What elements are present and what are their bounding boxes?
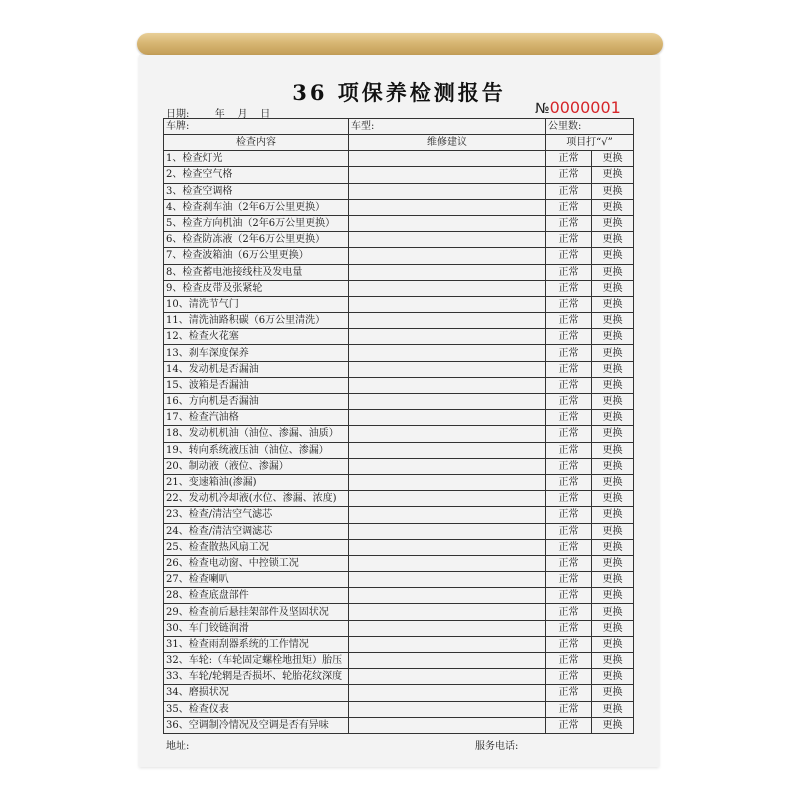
model-field[interactable]: 车型: bbox=[349, 119, 546, 135]
inspection-item-label: 14、发动机是否漏油 bbox=[164, 361, 349, 377]
inspection-item-label: 31、检查雨刮器系统的工作情况 bbox=[164, 636, 349, 652]
inspection-row bbox=[164, 232, 634, 248]
inspection-row bbox=[164, 345, 634, 361]
repair-suggestion-cell[interactable] bbox=[349, 361, 546, 377]
repair-suggestion-cell[interactable] bbox=[349, 377, 546, 393]
repair-suggestion-cell[interactable] bbox=[349, 183, 546, 199]
inspection-row bbox=[164, 620, 634, 636]
inspection-row bbox=[164, 264, 634, 280]
inspection-item-label: 30、车门铰链润滑 bbox=[164, 620, 349, 636]
inspection-row bbox=[164, 555, 634, 571]
status-normal-option[interactable]: 正常 bbox=[546, 507, 592, 523]
inspection-item-label: 33、车轮/轮辋是否损坏、轮胎花纹深度 bbox=[164, 669, 349, 685]
inspection-item-label: 32、车轮:（车轮固定螺栓地扭矩）胎压 bbox=[164, 653, 349, 669]
repair-suggestion-cell[interactable] bbox=[349, 215, 546, 231]
status-replace-option[interactable]: 更换 bbox=[592, 539, 634, 555]
serial-number bbox=[535, 97, 621, 120]
inspection-row bbox=[164, 701, 634, 717]
status-replace-option[interactable]: 更换 bbox=[592, 183, 634, 199]
status-replace-option[interactable]: 更换 bbox=[592, 151, 634, 167]
repair-suggestion-cell[interactable] bbox=[349, 410, 546, 426]
status-normal-option[interactable]: 正常 bbox=[546, 215, 592, 231]
status-normal-option[interactable]: 正常 bbox=[546, 232, 592, 248]
status-normal-option[interactable]: 正常 bbox=[546, 442, 592, 458]
status-normal-option[interactable]: 正常 bbox=[546, 264, 592, 280]
inspection-item-label: 2、检查空气格 bbox=[164, 167, 349, 183]
inspection-row bbox=[164, 183, 634, 199]
inspection-row bbox=[164, 604, 634, 620]
status-normal-option[interactable]: 正常 bbox=[546, 555, 592, 571]
repair-suggestion-cell[interactable] bbox=[349, 685, 546, 701]
status-replace-option[interactable]: 更换 bbox=[592, 280, 634, 296]
status-replace-option[interactable]: 更换 bbox=[592, 636, 634, 652]
inspection-row bbox=[164, 361, 634, 377]
status-replace-option[interactable]: 更换 bbox=[592, 620, 634, 636]
status-replace-option[interactable]: 更换 bbox=[592, 313, 634, 329]
repair-suggestion-cell[interactable] bbox=[349, 199, 546, 215]
status-normal-option[interactable]: 正常 bbox=[546, 653, 592, 669]
inspection-item-label: 10、清洗节气门 bbox=[164, 296, 349, 312]
inspection-item-label: 7、检查波箱油（6万公里更换） bbox=[164, 248, 349, 264]
inspection-row bbox=[164, 653, 634, 669]
status-normal-option[interactable]: 正常 bbox=[546, 572, 592, 588]
inspection-item-label: 36、空调制冷情况及空调是否有异味 bbox=[164, 717, 349, 733]
status-normal-option[interactable]: 正常 bbox=[546, 183, 592, 199]
inspection-row bbox=[164, 426, 634, 442]
inspection-row bbox=[164, 248, 634, 264]
status-replace-option[interactable]: 更换 bbox=[592, 394, 634, 410]
repair-suggestion-cell[interactable] bbox=[349, 264, 546, 280]
status-replace-option[interactable]: 更换 bbox=[592, 199, 634, 215]
inspection-row bbox=[164, 523, 634, 539]
status-normal-option[interactable]: 正常 bbox=[546, 199, 592, 215]
status-normal-option[interactable]: 正常 bbox=[546, 474, 592, 490]
vehicle-info-row bbox=[164, 119, 634, 135]
inspection-item-label: 16、方向机是否漏油 bbox=[164, 394, 349, 410]
status-replace-option[interactable]: 更换 bbox=[592, 167, 634, 183]
inspection-item-label: 34、磨损状况 bbox=[164, 685, 349, 701]
inspection-item-label: 27、检查喇叭 bbox=[164, 572, 349, 588]
status-normal-option[interactable]: 正常 bbox=[546, 701, 592, 717]
inspection-item-label: 17、检查汽油格 bbox=[164, 410, 349, 426]
inspection-row bbox=[164, 717, 634, 733]
inspection-item-label: 8、检查蓄电池接线柱及发电量 bbox=[164, 264, 349, 280]
inspection-row bbox=[164, 167, 634, 183]
status-normal-option[interactable]: 正常 bbox=[546, 248, 592, 264]
repair-suggestion-cell[interactable] bbox=[349, 167, 546, 183]
status-normal-option[interactable]: 正常 bbox=[546, 636, 592, 652]
status-replace-option[interactable]: 更换 bbox=[592, 717, 634, 733]
status-normal-option[interactable]: 正常 bbox=[546, 410, 592, 426]
repair-suggestion-cell[interactable] bbox=[349, 394, 546, 410]
inspection-row bbox=[164, 507, 634, 523]
inspection-table bbox=[163, 118, 634, 734]
inspection-row bbox=[164, 588, 634, 604]
service-phone-label: 服务电话: bbox=[475, 741, 519, 752]
status-replace-option[interactable]: 更换 bbox=[592, 426, 634, 442]
inspection-item-label: 28、检查底盘部件 bbox=[164, 588, 349, 604]
inspection-row bbox=[164, 215, 634, 231]
status-replace-option[interactable]: 更换 bbox=[592, 361, 634, 377]
inspection-row bbox=[164, 377, 634, 393]
repair-suggestion-cell[interactable] bbox=[349, 151, 546, 167]
repair-suggestion-cell[interactable] bbox=[349, 426, 546, 442]
repair-suggestion-cell[interactable] bbox=[349, 701, 546, 717]
status-normal-option[interactable]: 正常 bbox=[546, 167, 592, 183]
status-normal-option[interactable]: 正常 bbox=[546, 280, 592, 296]
status-replace-option[interactable]: 更换 bbox=[592, 491, 634, 507]
inspection-item-label: 9、检查皮带及张紧轮 bbox=[164, 280, 349, 296]
status-replace-option[interactable]: 更换 bbox=[592, 296, 634, 312]
repair-suggestion-cell[interactable] bbox=[349, 539, 546, 555]
status-replace-option[interactable]: 更换 bbox=[592, 264, 634, 280]
repair-suggestion-cell[interactable] bbox=[349, 491, 546, 507]
serial-number-value: 0000001 bbox=[549, 98, 621, 117]
inspection-item-label: 23、检查/清洁空气滤芯 bbox=[164, 507, 349, 523]
status-normal-option[interactable]: 正常 bbox=[546, 539, 592, 555]
repair-suggestion-cell[interactable] bbox=[349, 232, 546, 248]
status-normal-option[interactable]: 正常 bbox=[546, 458, 592, 474]
repair-suggestion-cell[interactable] bbox=[349, 248, 546, 264]
inspection-row bbox=[164, 539, 634, 555]
column-header-suggestion: 维修建议 bbox=[349, 135, 546, 151]
inspection-item-label: 18、发动机机油（油位、渗漏、油质） bbox=[164, 426, 349, 442]
inspection-item-label: 13、刹车深度保养 bbox=[164, 345, 349, 361]
inspection-item-label: 25、检查散热风扇工况 bbox=[164, 539, 349, 555]
inspection-row bbox=[164, 313, 634, 329]
repair-suggestion-cell[interactable] bbox=[349, 313, 546, 329]
status-replace-option[interactable]: 更换 bbox=[592, 685, 634, 701]
repair-suggestion-cell[interactable] bbox=[349, 280, 546, 296]
inspection-row bbox=[164, 280, 634, 296]
serial-number-label: № bbox=[535, 101, 550, 117]
inspection-item-label: 35、检查仪表 bbox=[164, 701, 349, 717]
form-title: 36 项保养检测报告 bbox=[292, 80, 506, 105]
inspection-row bbox=[164, 669, 634, 685]
repair-suggestion-cell[interactable] bbox=[349, 523, 546, 539]
status-normal-option[interactable]: 正常 bbox=[546, 604, 592, 620]
repair-suggestion-cell[interactable] bbox=[349, 572, 546, 588]
status-normal-option[interactable]: 正常 bbox=[546, 588, 592, 604]
status-normal-option[interactable]: 正常 bbox=[546, 313, 592, 329]
pad-binding-strip bbox=[137, 33, 663, 55]
inspection-item-label: 6、检查防冻液（2年6万公里更换） bbox=[164, 232, 349, 248]
status-normal-option[interactable]: 正常 bbox=[546, 491, 592, 507]
inspection-row bbox=[164, 636, 634, 652]
status-replace-option[interactable]: 更换 bbox=[592, 653, 634, 669]
repair-suggestion-cell[interactable] bbox=[349, 442, 546, 458]
date-label: 日期: 年 月 日 bbox=[166, 109, 271, 120]
inspection-item-label: 19、转向系统液压油（油位、渗漏） bbox=[164, 442, 349, 458]
inspection-row bbox=[164, 491, 634, 507]
status-normal-option[interactable]: 正常 bbox=[546, 394, 592, 410]
inspection-row bbox=[164, 329, 634, 345]
status-replace-option[interactable]: 更换 bbox=[592, 377, 634, 393]
inspection-item-label: 3、检查空调格 bbox=[164, 183, 349, 199]
inspection-row bbox=[164, 199, 634, 215]
status-normal-option[interactable]: 正常 bbox=[546, 669, 592, 685]
status-replace-option[interactable]: 更换 bbox=[592, 572, 634, 588]
status-replace-option[interactable]: 更换 bbox=[592, 248, 634, 264]
column-header-content: 检查内容 bbox=[164, 135, 349, 151]
repair-suggestion-cell[interactable] bbox=[349, 620, 546, 636]
status-replace-option[interactable]: 更换 bbox=[592, 458, 634, 474]
inspection-row bbox=[164, 394, 634, 410]
inspection-item-label: 11、清洗油路积碳（6万公里清洗） bbox=[164, 313, 349, 329]
inspection-item-label: 21、变速箱油(渗漏) bbox=[164, 474, 349, 490]
status-replace-option[interactable]: 更换 bbox=[592, 410, 634, 426]
status-replace-option[interactable]: 更换 bbox=[592, 604, 634, 620]
status-normal-option[interactable]: 正常 bbox=[546, 345, 592, 361]
inspection-row bbox=[164, 296, 634, 312]
repair-suggestion-cell[interactable] bbox=[349, 345, 546, 361]
repair-suggestion-cell[interactable] bbox=[349, 329, 546, 345]
inspection-item-label: 20、制动液（液位、渗漏） bbox=[164, 458, 349, 474]
status-normal-option[interactable]: 正常 bbox=[546, 361, 592, 377]
column-header-mark: 项目打“√” bbox=[546, 135, 634, 151]
inspection-item-label: 26、检查电动窗、中控锁工况 bbox=[164, 555, 349, 571]
mileage-field[interactable]: 公里数: bbox=[546, 119, 634, 135]
status-replace-option[interactable]: 更换 bbox=[592, 588, 634, 604]
status-replace-option[interactable]: 更换 bbox=[592, 232, 634, 248]
inspection-row bbox=[164, 572, 634, 588]
status-replace-option[interactable]: 更换 bbox=[592, 442, 634, 458]
status-normal-option[interactable]: 正常 bbox=[546, 717, 592, 733]
repair-suggestion-cell[interactable] bbox=[349, 588, 546, 604]
repair-suggestion-cell[interactable] bbox=[349, 474, 546, 490]
repair-suggestion-cell[interactable] bbox=[349, 717, 546, 733]
status-normal-option[interactable]: 正常 bbox=[546, 685, 592, 701]
repair-suggestion-cell[interactable] bbox=[349, 604, 546, 620]
status-replace-option[interactable]: 更换 bbox=[592, 329, 634, 345]
status-normal-option[interactable]: 正常 bbox=[546, 620, 592, 636]
status-normal-option[interactable]: 正常 bbox=[546, 151, 592, 167]
repair-suggestion-cell[interactable] bbox=[349, 458, 546, 474]
column-header-row bbox=[164, 135, 634, 151]
repair-suggestion-cell[interactable] bbox=[349, 555, 546, 571]
inspection-row bbox=[164, 410, 634, 426]
inspection-row bbox=[164, 151, 634, 167]
repair-suggestion-cell[interactable] bbox=[349, 296, 546, 312]
status-replace-option[interactable]: 更换 bbox=[592, 523, 634, 539]
status-replace-option[interactable]: 更换 bbox=[592, 507, 634, 523]
form-sheet bbox=[139, 55, 659, 767]
inspection-item-label: 24、检查/清洁空调滤芯 bbox=[164, 523, 349, 539]
status-normal-option[interactable]: 正常 bbox=[546, 296, 592, 312]
status-normal-option[interactable]: 正常 bbox=[546, 523, 592, 539]
status-normal-option[interactable]: 正常 bbox=[546, 329, 592, 345]
status-replace-option[interactable]: 更换 bbox=[592, 474, 634, 490]
inspection-item-label: 1、检查灯光 bbox=[164, 151, 349, 167]
repair-suggestion-cell[interactable] bbox=[349, 507, 546, 523]
status-replace-option[interactable]: 更换 bbox=[592, 345, 634, 361]
inspection-item-label: 29、检查前后悬挂架部件及坚固状况 bbox=[164, 604, 349, 620]
plate-field[interactable]: 车牌: bbox=[164, 119, 349, 135]
status-replace-option[interactable]: 更换 bbox=[592, 555, 634, 571]
status-replace-option[interactable]: 更换 bbox=[592, 701, 634, 717]
status-normal-option[interactable]: 正常 bbox=[546, 377, 592, 393]
repair-suggestion-cell[interactable] bbox=[349, 636, 546, 652]
status-replace-option[interactable]: 更换 bbox=[592, 669, 634, 685]
repair-suggestion-cell[interactable] bbox=[349, 669, 546, 685]
inspection-item-label: 5、检查方向机油（2年6万公里更换） bbox=[164, 215, 349, 231]
address-label: 地址: bbox=[166, 741, 190, 752]
status-replace-option[interactable]: 更换 bbox=[592, 215, 634, 231]
inspection-row bbox=[164, 442, 634, 458]
inspection-row bbox=[164, 474, 634, 490]
repair-suggestion-cell[interactable] bbox=[349, 653, 546, 669]
inspection-item-label: 4、检查刹车油（2年6万公里更换） bbox=[164, 199, 349, 215]
inspection-row bbox=[164, 685, 634, 701]
inspection-row bbox=[164, 458, 634, 474]
status-normal-option[interactable]: 正常 bbox=[546, 426, 592, 442]
inspection-item-label: 22、发动机冷却液(水位、渗漏、浓度) bbox=[164, 491, 349, 507]
inspection-item-label: 12、检查火花塞 bbox=[164, 329, 349, 345]
inspection-item-label: 15、波箱是否漏油 bbox=[164, 377, 349, 393]
